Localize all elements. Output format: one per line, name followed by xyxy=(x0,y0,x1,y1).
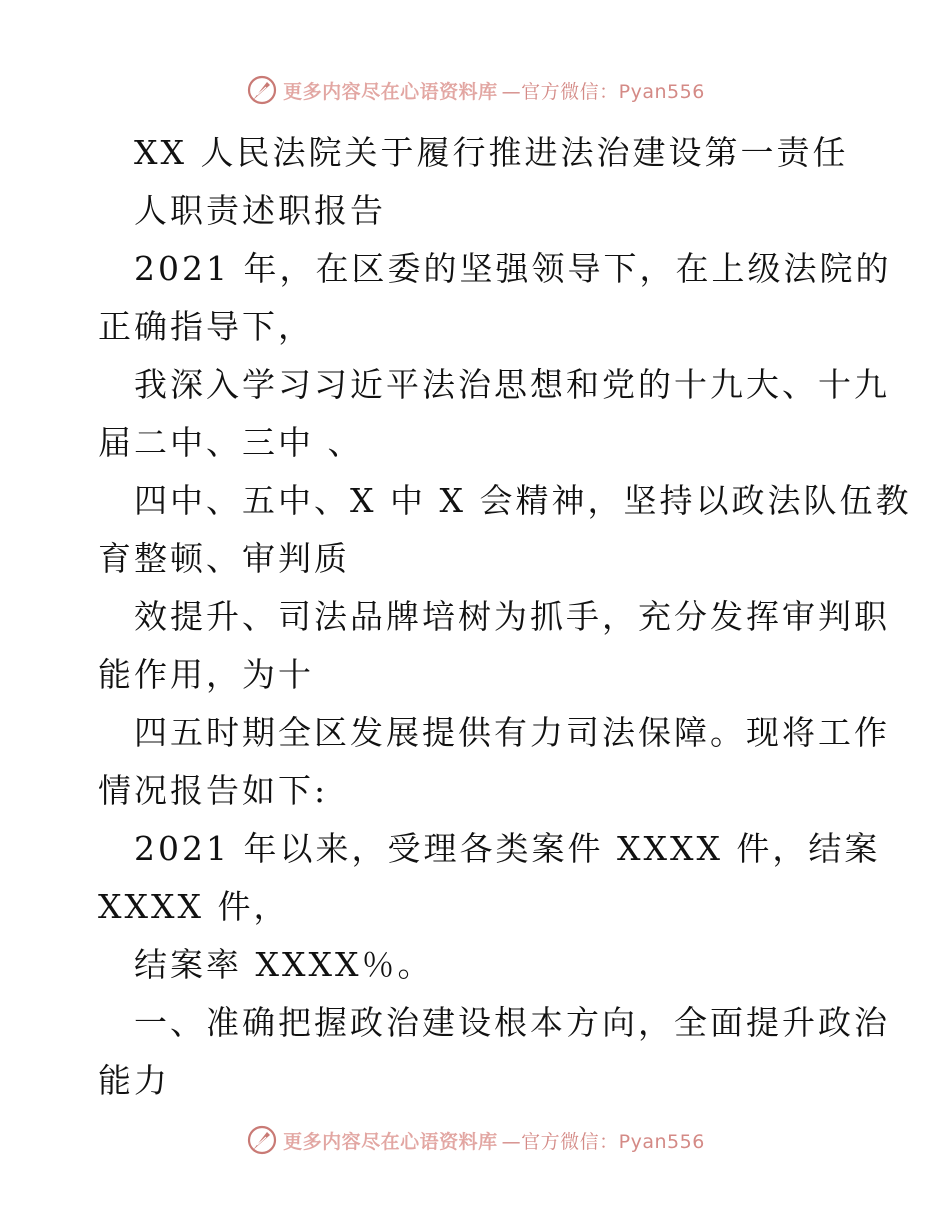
quill-pen-logo-icon xyxy=(245,73,279,107)
watermark-main-text: 更多内容尽在心语资料库 xyxy=(283,1130,498,1153)
doc-line: 四五时期全区发展提供有力司法保障。现将工作 xyxy=(134,713,890,752)
doc-line: 情况报告如下: xyxy=(98,771,329,810)
doc-line: 2021 年，在区委的坚强领导下，在上级法院的 xyxy=(134,249,892,288)
doc-line: 人职责述职报告 xyxy=(134,191,386,230)
doc-line: 一、准确把握政治建设根本方向，全面提升政治 xyxy=(134,1003,890,1042)
doc-line: 正确指导下， xyxy=(98,307,314,346)
doc-line: XXXX 件， xyxy=(98,887,290,926)
watermark-main-text: 更多内容尽在心语资料库 xyxy=(283,80,498,103)
watermark-sub-text: —官方微信：Pyan556 xyxy=(501,80,705,103)
doc-line: 我深入学习习近平法治思想和党的十九大、十九 xyxy=(134,365,890,404)
doc-line: 四中、五中、X 中 X 会精神，坚持以政法队伍教 xyxy=(134,481,912,520)
watermark-sub-text: —官方微信：Pyan556 xyxy=(501,1130,705,1153)
doc-line: 结案率 XXXX％。 xyxy=(134,945,434,984)
doc-line: 能作用，为十 xyxy=(98,655,314,694)
doc-line: 能力 xyxy=(98,1061,170,1100)
doc-line: 育整顿、审判质 xyxy=(98,539,350,578)
doc-line: 2021 年以来，受理各类案件 XXXX 件，结案 xyxy=(134,829,881,868)
quill-pen-logo-icon xyxy=(245,1123,279,1157)
doc-line: XX 人民法院关于履行推进法治建设第一责任 xyxy=(134,133,849,172)
document-body xyxy=(98,124,912,1110)
header-watermark xyxy=(0,72,950,108)
doc-line: 届二中、三中 、 xyxy=(98,423,364,462)
footer-watermark xyxy=(0,1122,950,1158)
doc-line: 效提升、司法品牌培树为抓手，充分发挥审判职 xyxy=(134,597,890,636)
